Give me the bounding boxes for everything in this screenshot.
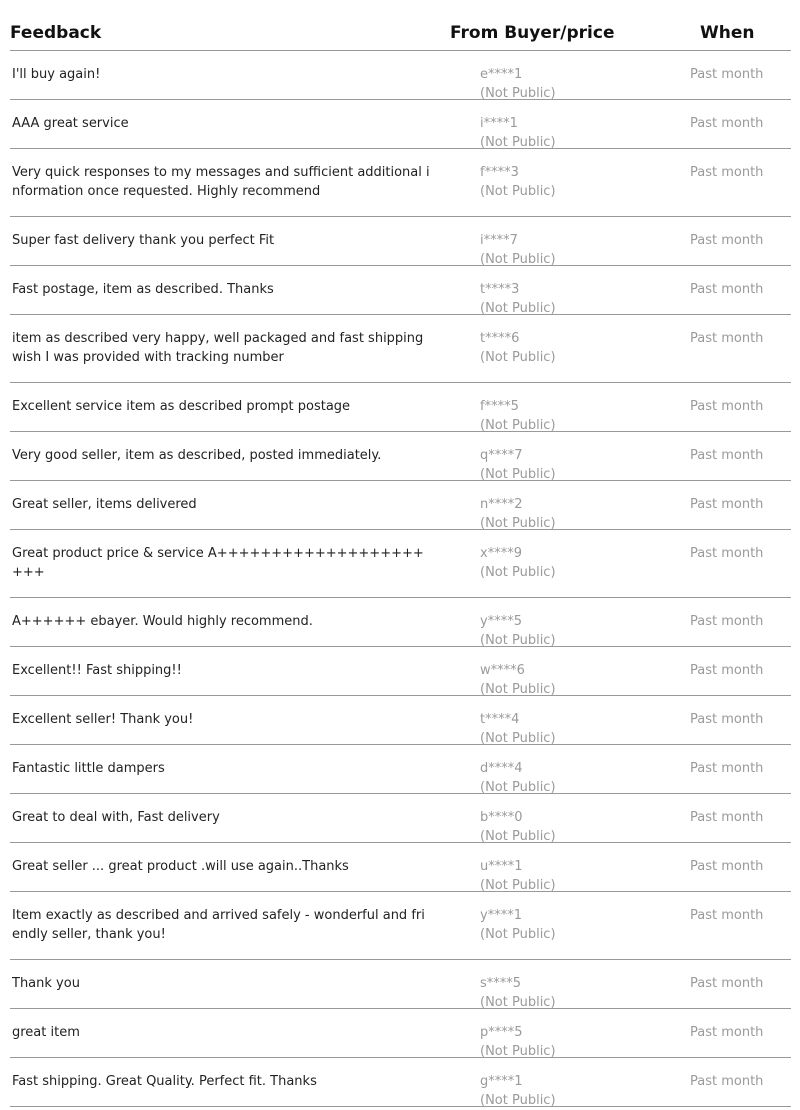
buyer-cell: [480, 163, 556, 201]
feedback-comment: Super fast delivery thank you perfect Fit: [12, 233, 275, 248]
table-row: [10, 745, 791, 794]
feedback-when: Past month: [690, 399, 764, 414]
buyer-cell: [480, 280, 556, 318]
table-row: [10, 794, 791, 843]
buyer-id: u****1: [480, 859, 523, 874]
feedback-when: Past month: [690, 165, 764, 180]
buyer-cell: [480, 974, 556, 1012]
table-row: [10, 696, 791, 745]
buyer-id: n****2: [480, 497, 523, 512]
feedback-comment: I'll buy again!: [12, 67, 101, 82]
table-row: [10, 315, 791, 383]
feedback-comment: Excellent!! Fast shipping!!: [12, 663, 182, 678]
feedback-when: Past month: [690, 282, 764, 297]
buyer-price-note: (Not Public): [480, 829, 556, 844]
table-row: [10, 100, 791, 149]
buyer-cell: [480, 1072, 556, 1110]
buyer-id: f****3: [480, 165, 519, 180]
buyer-price-note: (Not Public): [480, 252, 556, 267]
feedback-when: Past month: [690, 1025, 764, 1040]
buyer-cell: [480, 329, 556, 367]
feedback-comment: great item: [12, 1025, 80, 1040]
buyer-cell: [480, 808, 556, 846]
buyer-id: t****6: [480, 331, 520, 346]
buyer-price-note: (Not Public): [480, 927, 556, 942]
buyer-cell: [480, 759, 556, 797]
feedback-when: Past month: [690, 67, 764, 82]
buyer-price-note: (Not Public): [480, 350, 556, 365]
buyer-price-note: (Not Public): [480, 682, 556, 697]
buyer-price-note: (Not Public): [480, 516, 556, 531]
buyer-id: d****4: [480, 761, 523, 776]
table-row: [10, 481, 791, 530]
buyer-id: t****3: [480, 282, 520, 297]
buyer-cell: [480, 612, 556, 650]
buyer-id: w****6: [480, 663, 525, 678]
feedback-comment: Fast postage, item as described. Thanks: [12, 282, 274, 297]
feedback-when: Past month: [690, 448, 764, 463]
buyer-id: y****5: [480, 614, 522, 629]
buyer-cell: [480, 114, 556, 152]
buyer-cell: [480, 1023, 556, 1061]
feedback-when: Past month: [690, 497, 764, 512]
feedback-table: [10, 0, 791, 1107]
buyer-id: q****7: [480, 448, 523, 463]
feedback-comment: Very good seller, item as described, posted immediately.: [12, 448, 382, 463]
feedback-comment: Very quick responses to my messages and sufficient additional information once requested. Highly recommend: [12, 165, 430, 199]
table-row: [10, 217, 791, 266]
feedback-when: Past month: [690, 976, 764, 991]
feedback-comment: Item exactly as described and arrived safely - wonderful and friendly seller, thank you!: [12, 908, 425, 942]
buyer-id: g****1: [480, 1074, 523, 1089]
buyer-cell: [480, 495, 556, 533]
feedback-comment: Fantastic little dampers: [12, 761, 165, 776]
buyer-cell: [480, 65, 556, 103]
buyer-cell: [480, 397, 556, 435]
buyer-cell: [480, 446, 556, 484]
feedback-when: Past month: [690, 331, 764, 346]
feedback-when: Past month: [690, 712, 764, 727]
table-row: [10, 960, 791, 1009]
feedback-comment: Great seller ... great product .will use again..Thanks: [12, 859, 349, 874]
buyer-id: i****7: [480, 233, 518, 248]
feedback-comment: Great to deal with, Fast delivery: [12, 810, 220, 825]
feedback-comment: Great seller, items delivered: [12, 497, 197, 512]
table-row: [10, 598, 791, 647]
table-row: [10, 1058, 791, 1107]
column-header-when: When: [700, 23, 755, 43]
table-row: [10, 149, 791, 217]
feedback-when: Past month: [690, 663, 764, 678]
table-row: [10, 843, 791, 892]
buyer-price-note: (Not Public): [480, 1044, 556, 1059]
buyer-price-note: (Not Public): [480, 878, 556, 893]
table-row: [10, 51, 791, 100]
feedback-comment: Thank you: [12, 976, 80, 991]
buyer-cell: [480, 231, 556, 269]
feedback-comment: Excellent service item as described prompt postage: [12, 399, 351, 414]
buyer-id: s****5: [480, 976, 522, 991]
feedback-when: Past month: [690, 1074, 764, 1089]
buyer-price-note: (Not Public): [480, 184, 556, 199]
column-header-buyer: From Buyer/price: [450, 23, 615, 43]
buyer-id: f****5: [480, 399, 519, 414]
column-header-feedback: Feedback: [10, 23, 102, 43]
table-row: [10, 530, 791, 598]
feedback-when: Past month: [690, 859, 764, 874]
buyer-price-note: (Not Public): [480, 731, 556, 746]
buyer-price-note: (Not Public): [480, 780, 556, 795]
table-row: [10, 266, 791, 315]
buyer-cell: [480, 661, 556, 699]
buyer-id: i****1: [480, 116, 518, 131]
buyer-price-note: (Not Public): [480, 418, 556, 433]
feedback-when: Past month: [690, 908, 764, 923]
feedback-comment: item as described very happy, well packaged and fast shipping wish I was provided with tracking number: [12, 331, 424, 365]
buyer-id: y****1: [480, 908, 522, 923]
buyer-id: x****9: [480, 546, 522, 561]
feedback-when: Past month: [690, 614, 764, 629]
buyer-id: b****0: [480, 810, 523, 825]
feedback-comment: AAA great service: [12, 116, 129, 131]
feedback-when: Past month: [690, 233, 764, 248]
buyer-cell: [480, 544, 556, 582]
feedback-when: Past month: [690, 546, 764, 561]
feedback-comment: Fast shipping. Great Quality. Perfect fit. Thanks: [12, 1074, 317, 1089]
table-row: [10, 647, 791, 696]
table-row: [10, 432, 791, 481]
buyer-price-note: (Not Public): [480, 995, 556, 1010]
feedback-when: Past month: [690, 761, 764, 776]
buyer-price-note: (Not Public): [480, 1093, 556, 1108]
buyer-price-note: (Not Public): [480, 135, 556, 150]
buyer-cell: [480, 906, 556, 944]
buyer-price-note: (Not Public): [480, 565, 556, 580]
feedback-when: Past month: [690, 116, 764, 131]
buyer-id: t****4: [480, 712, 520, 727]
feedback-comment: Great product price & service A++++++++++++++++++++++: [12, 546, 424, 580]
buyer-id: p****5: [480, 1025, 523, 1040]
buyer-price-note: (Not Public): [480, 86, 556, 101]
feedback-comment: A++++++ ebayer. Would highly recommend.: [12, 614, 313, 629]
buyer-price-note: (Not Public): [480, 301, 556, 316]
table-row: [10, 383, 791, 432]
table-row: [10, 1009, 791, 1058]
buyer-cell: [480, 710, 556, 748]
buyer-cell: [480, 857, 556, 895]
buyer-price-note: (Not Public): [480, 633, 556, 648]
table-row: [10, 892, 791, 960]
buyer-id: e****1: [480, 67, 523, 82]
table-header: [10, 0, 791, 51]
feedback-comment: Excellent seller! Thank you!: [12, 712, 194, 727]
buyer-price-note: (Not Public): [480, 467, 556, 482]
feedback-when: Past month: [690, 810, 764, 825]
